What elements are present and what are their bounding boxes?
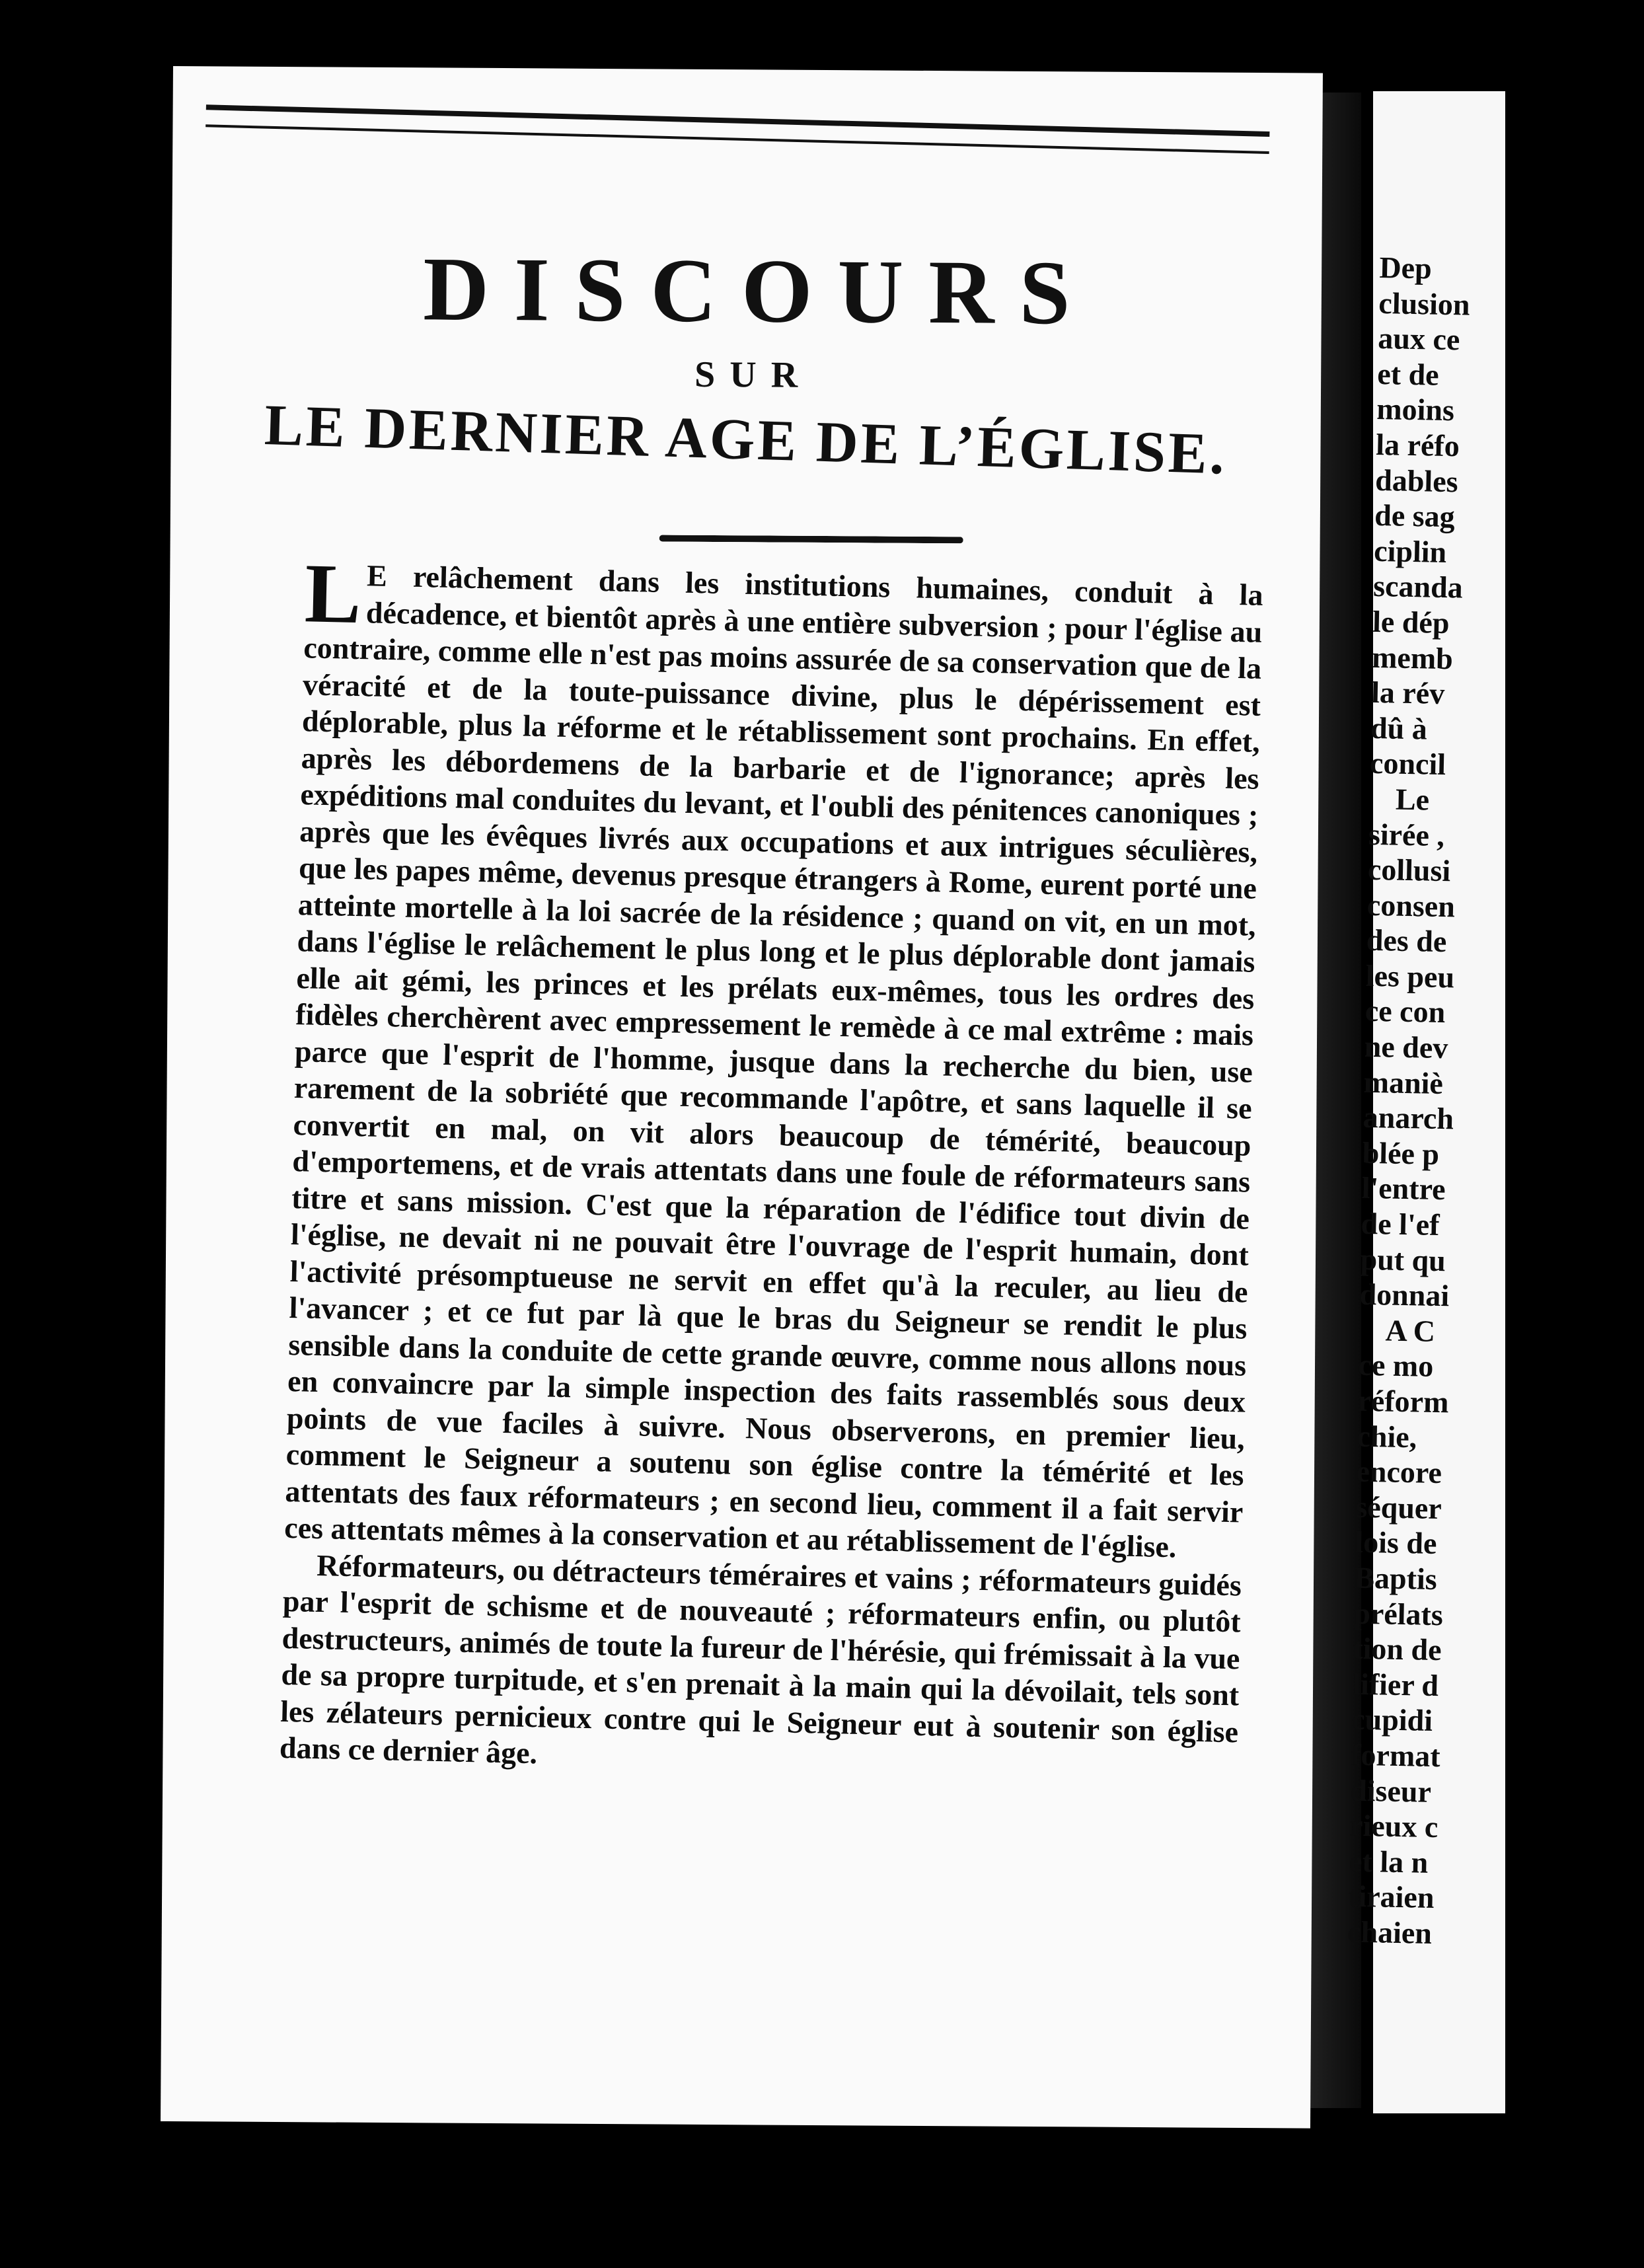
facing-page-line: format: [1350, 1737, 1441, 1774]
facing-page-line: cupidi: [1351, 1702, 1433, 1738]
facing-page-line: diseur: [1349, 1773, 1432, 1809]
facing-page-line: ciplin: [1373, 533, 1447, 569]
facing-page-line: encore: [1356, 1454, 1442, 1490]
facing-page-line: réform: [1357, 1383, 1449, 1419]
facing-page-line: donnai: [1359, 1277, 1450, 1313]
facing-page-line: ce con: [1364, 994, 1446, 1030]
facing-page-text: [1347, 250, 1644, 1955]
facing-page-line: l'entre: [1361, 1171, 1446, 1207]
main-page: [161, 66, 1323, 2129]
facing-page-line: concil: [1369, 746, 1446, 782]
facing-page-line: séquer: [1355, 1490, 1442, 1525]
facing-page-line: ce mo: [1358, 1348, 1434, 1384]
header-double-rule: [205, 104, 1269, 154]
facing-page: [1347, 91, 1505, 2113]
title-connector: SUR: [694, 354, 813, 396]
facing-page-line: et de: [1376, 356, 1440, 392]
facing-page-line: chie,: [1357, 1419, 1417, 1454]
facing-page-line: lois de: [1354, 1525, 1437, 1561]
facing-page-line: la réfo: [1375, 427, 1460, 463]
paragraph-1: [283, 546, 1264, 1567]
facing-page-line: tiraien: [1347, 1879, 1435, 1915]
facing-page-line: des de: [1366, 923, 1447, 959]
paragraph-2: Réformateurs, ou détracteurs téméraires et vains ; réformateurs guidés par l'esprit de schisme et de nouveauté ; réformateurs enfin, ou plutôt destructeurs, animés de toute la fureur de l'hérésie, qui frémissait à la vue de sa propre turpitude, et s'en prenait à la main qui la dévoilait, tels sont les zélateurs pernicieux contre qui le Seigneur eut à soutenir son église dans ce dernier âge.: [279, 1548, 1242, 1770]
facing-page-line: put qu: [1360, 1242, 1446, 1277]
drop-cap: L: [303, 546, 363, 642]
facing-page-line: aux ce: [1377, 321, 1460, 357]
facing-page-line: lifier d: [1351, 1667, 1439, 1702]
page-title: DISCOURS: [422, 238, 1096, 344]
facing-page-line: et la n: [1348, 1844, 1429, 1879]
facing-page-line: A C: [1385, 1313, 1436, 1348]
facing-page-line: anarch: [1363, 1100, 1454, 1136]
facing-page-line: consen: [1366, 888, 1456, 924]
facing-page-line: collusi: [1367, 852, 1451, 888]
body-text: [279, 546, 1264, 1787]
title-divider-rule: [659, 535, 963, 544]
page-subtitle: LE DERNIER AGE DE L’ÉGLISE.: [263, 393, 1228, 487]
facing-page-line: maniè: [1363, 1065, 1444, 1100]
facing-page-line: clusion: [1378, 285, 1470, 322]
facing-page-line: dû à: [1370, 710, 1428, 746]
facing-page-line: scanda: [1372, 569, 1464, 605]
paragraph-1-text: E relâchement dans les institutions humaines, conduit à la décadence, et bientôt après à une entière subversion ; pour l'église au contraire, comme elle n'est pas moins assurée de sa conservation que de la véracité et de la toute-puissance divine, plus le dépérissement est déplorable, plus la réforme et le rétablissement sont prochains. En effet, après les débordemens de la barbarie et de l'ignorance; après les expéditions mal conduites du levant, et l'oubli des pénitences canoniques ; après que les évêques livrés aux occupations et aux intrigues séculières, que les papes même, devenus presque étrangers à Rome, eurent porté une atteinte mortelle à la loi sacrée de la résidence ; quand on vit, en un mot, dans l'église le relâchement le plus long et le plus déplorable dont jamais elle ait gémi, les princes et les prélats eux-mêmes, tous les ordres des fidèles cherchèrent avec empressement le remède à ce mal extrême : mais parce que l'esprit de l'homme, jusque dans la recherche du bien, use rarement de la sobriété que recommande l'apôtre, et sans laquelle il se convertit en mal, on vit alors beaucoup de témérité, beaucoup d'emportemens, et de vrais attentats dans une foule de réformateurs sans titre et sans mission. C'est que la réparation de l'édifice tout divin de l'église, ne devait ni ne pouvait être l'ouvrage de l'esprit humain, dont l'activité présomptueuse ne servit en effet qu'à la reculer, au lieu de l'avancer ; et ce fut par là que le bras du Seigneur se rendit le plus sensible dans la conduite de cette grande œuvre, comme nous allons nous en convaincre par la simple inspection des faits rassemblés sous deux points de vue faciles à suivre. Nous observerons, en premier lieu, comment le Seigneur a soutenu son église contre la témérité et les attentats des faux réformateurs ; en second lieu, comment il a fait servir ces attentats mêmes à la conservation et au rétablissement de l'église.: [283, 558, 1264, 1564]
facing-page-line: memb: [1371, 640, 1454, 675]
facing-page-line: les peu: [1365, 958, 1455, 995]
facing-page-line: Le: [1395, 782, 1430, 817]
facing-page-line: moins: [1376, 392, 1455, 428]
facing-page-line: chaien: [1347, 1914, 1433, 1950]
facing-page-line: prélats: [1353, 1596, 1444, 1632]
facing-page-line: dables: [1374, 463, 1459, 498]
facing-page-line: Dep: [1379, 250, 1433, 285]
facing-page-line: rieux c: [1349, 1808, 1438, 1844]
facing-page-line: blée p: [1362, 1135, 1440, 1171]
facing-page-line: la rév: [1370, 675, 1445, 711]
facing-page-line: ne dev: [1364, 1029, 1448, 1065]
facing-page-line: sirée ,: [1368, 817, 1445, 852]
facing-page-line: tion de: [1352, 1631, 1442, 1667]
facing-page-line: de l'ef: [1361, 1206, 1440, 1242]
facing-page-line: de sag: [1374, 498, 1456, 534]
facing-page-line: Baptis: [1353, 1560, 1438, 1596]
facing-page-line: le dép: [1372, 604, 1450, 640]
